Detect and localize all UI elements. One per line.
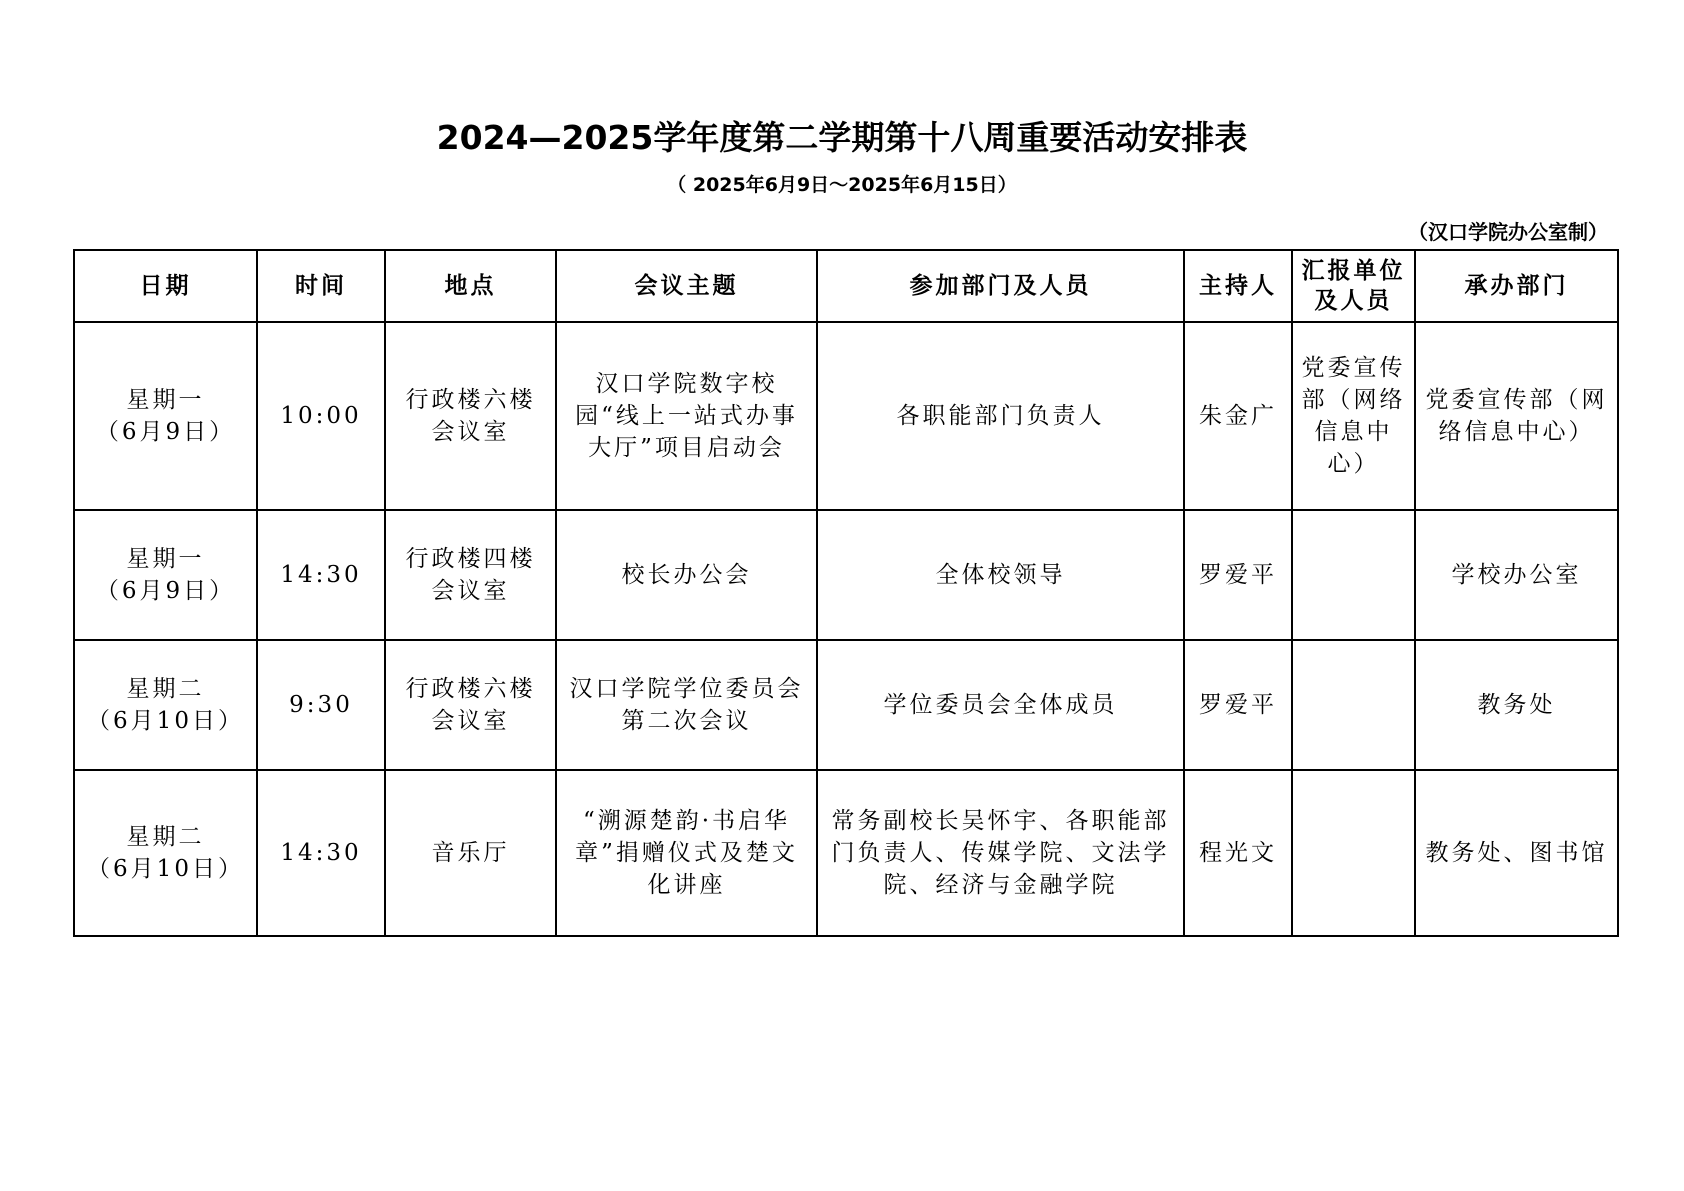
date-cell (74, 322, 257, 510)
header-host: 主持人 (1184, 250, 1292, 322)
organizer-cell: 教务处、图书馆 (1415, 770, 1618, 936)
time-cell: 10:00 (257, 322, 385, 510)
weekday: 星期二 (126, 676, 205, 702)
header-reporter-line1: 汇报单位 (1301, 258, 1406, 284)
header-topic: 会议主题 (556, 250, 817, 322)
time-cell: 9:30 (257, 640, 385, 770)
time-cell: 14:30 (257, 510, 385, 640)
reporter-cell: 党委宣传部（网络信息中心） (1292, 322, 1415, 510)
host-cell: 朱金广 (1184, 322, 1292, 510)
header-time: 时间 (257, 250, 385, 322)
date-cell (74, 510, 257, 640)
header-reporter (1292, 250, 1415, 322)
header-date: 日期 (74, 250, 257, 322)
table-row (74, 510, 1618, 640)
page-title: 2024—2025学年度第二学期第十八周重要活动安排表 (436, 118, 1248, 157)
header-attendees: 参加部门及人员 (817, 250, 1184, 322)
place-cell: 行政楼四楼会议室 (385, 510, 556, 640)
reporter-cell (1292, 770, 1415, 936)
reporter-cell (1292, 510, 1415, 640)
attendees-cell: 全体校领导 (817, 510, 1184, 640)
table-row (74, 322, 1618, 510)
date: （6月9日） (95, 578, 236, 604)
header-row (74, 250, 1618, 322)
date: （6月10日） (87, 708, 244, 734)
organizer-cell: 党委宣传部（网络信息中心） (1415, 322, 1618, 510)
host-cell: 罗爱平 (1184, 640, 1292, 770)
host-cell: 罗爱平 (1184, 510, 1292, 640)
date: （6月9日） (95, 419, 236, 445)
place-cell: 行政楼六楼会议室 (385, 640, 556, 770)
date: （6月10日） (87, 856, 244, 882)
attendees-cell: 学位委员会全体成员 (817, 640, 1184, 770)
time-cell: 14:30 (257, 770, 385, 936)
header-place: 地点 (385, 250, 556, 322)
date-cell (74, 640, 257, 770)
topic-cell: 汉口学院学位委员会第二次会议 (556, 640, 817, 770)
place-cell: 行政楼六楼会议室 (385, 322, 556, 510)
weekday: 星期一 (126, 546, 205, 572)
table-row (74, 770, 1618, 936)
organizer-cell: 学校办公室 (1415, 510, 1618, 640)
place-cell: 音乐厅 (385, 770, 556, 936)
schedule-table (73, 249, 1619, 937)
date-cell (74, 770, 257, 936)
host-cell: 程光文 (1184, 770, 1292, 936)
issuer-note: （汉口学院办公室制） (1408, 220, 1608, 244)
attendees-cell: 各职能部门负责人 (817, 322, 1184, 510)
topic-cell: 汉口学院数字校园“线上一站式办事大厅”项目启动会 (556, 322, 817, 510)
header-organizer: 承办部门 (1415, 250, 1618, 322)
organizer-cell: 教务处 (1415, 640, 1618, 770)
attendees-cell: 常务副校长吴怀宇、各职能部门负责人、传媒学院、文法学院、经济与金融学院 (817, 770, 1184, 936)
table-row (74, 640, 1618, 770)
topic-cell: 校长办公会 (556, 510, 817, 640)
topic-cell: “溯源楚韵·书启华章”捐赠仪式及楚文化讲座 (556, 770, 817, 936)
weekday: 星期一 (126, 387, 205, 413)
date-range: （ 2025年6月9日～2025年6月15日） (667, 174, 1017, 196)
weekday: 星期二 (126, 824, 205, 850)
header-reporter-line2: 及人员 (1314, 288, 1393, 314)
reporter-cell (1292, 640, 1415, 770)
